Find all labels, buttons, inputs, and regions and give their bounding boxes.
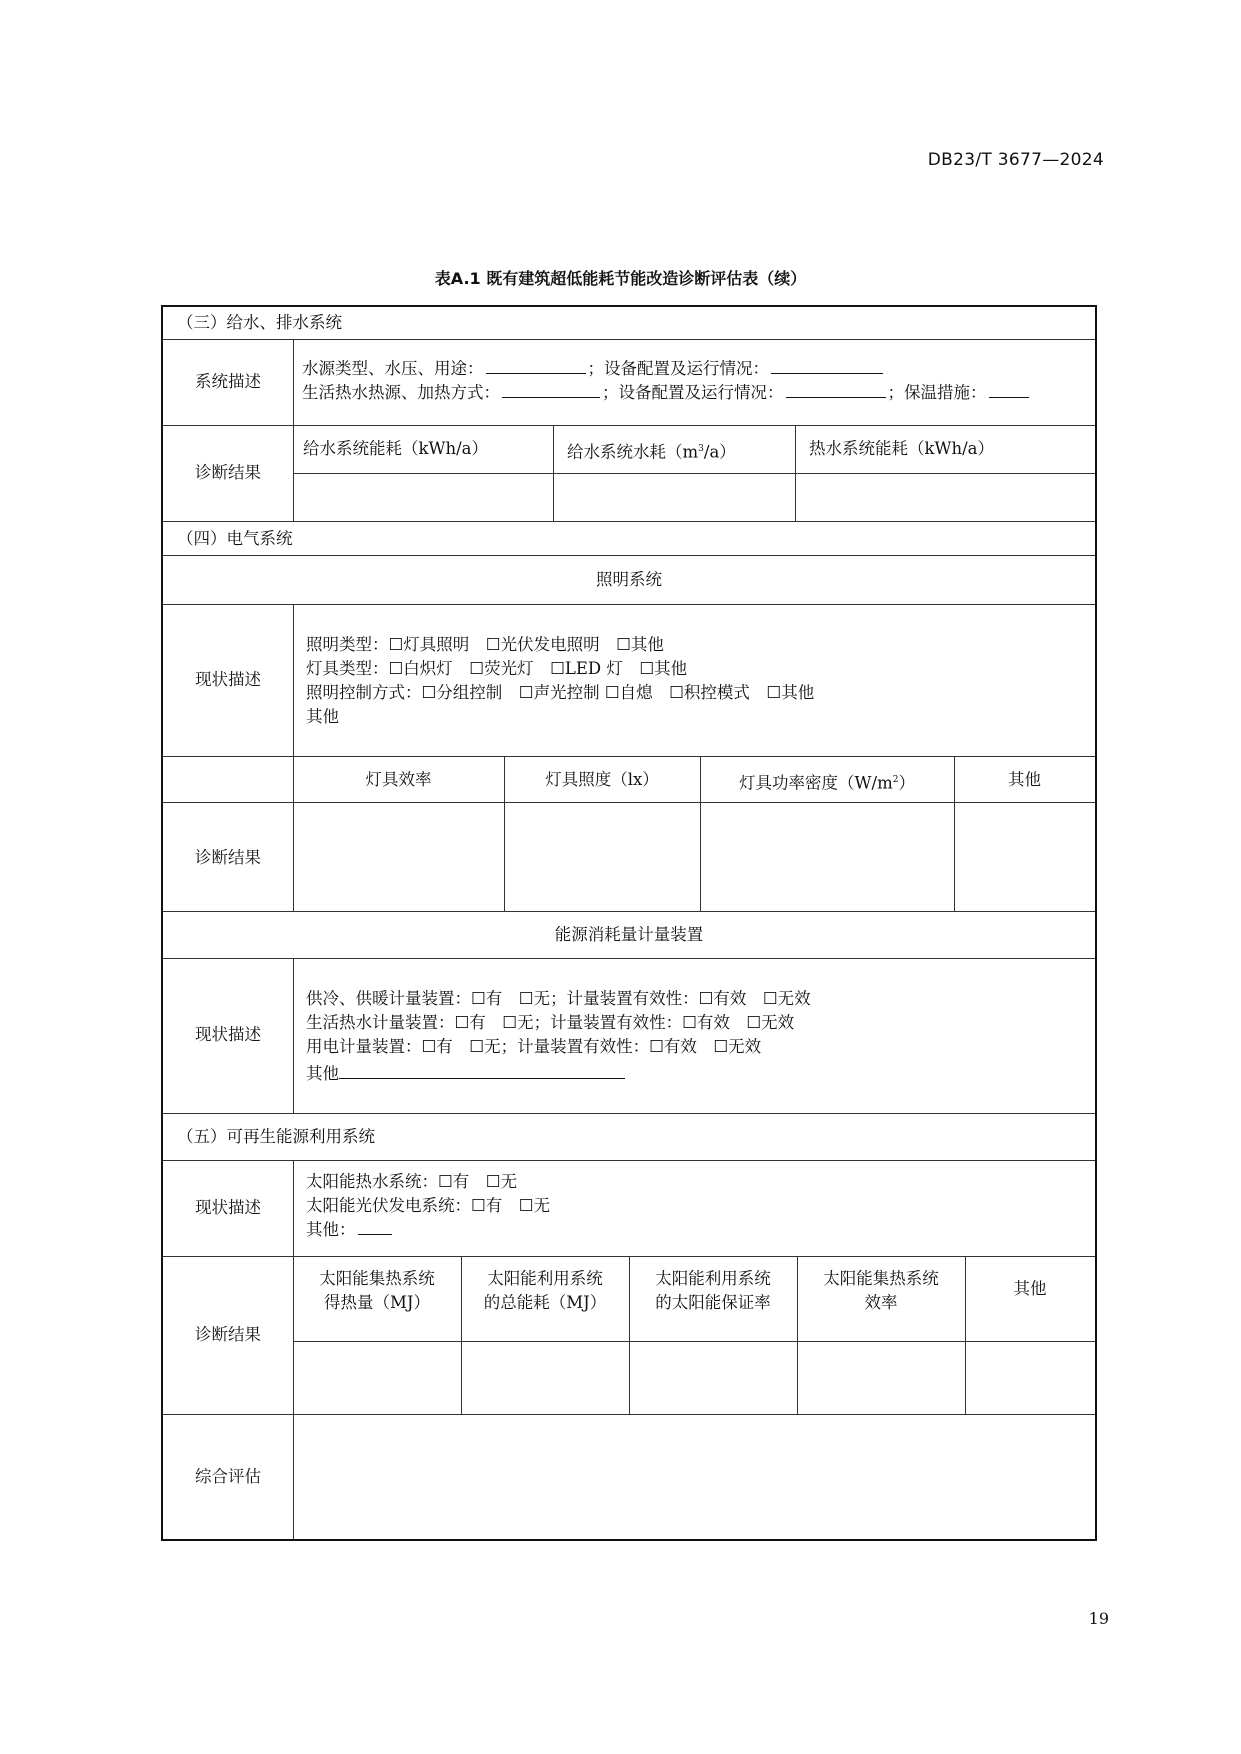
lighting-col-other: 其他 <box>1008 770 1041 789</box>
row-divider <box>163 1113 1095 1114</box>
lighting-line: 照明类型：☐灯具照明 ☐光伏发电照明 ☐其他 <box>306 635 664 654</box>
overall-label: 综合评估 <box>195 1467 261 1486</box>
water-col-energy: 给水系统能耗（kWh/a） <box>303 439 488 458</box>
row-divider <box>163 958 1095 959</box>
water-desc-label: 系统描述 <box>195 372 261 391</box>
blank-field[interactable] <box>486 358 586 374</box>
section-electric: （四）电气系统 <box>177 529 293 548</box>
lighting-col-power-density: 灯具功率密度$(W/m^2)$ <box>739 773 915 793</box>
table-title: 表A.1 既有建筑超低能耗节能改造诊断评估表（续） <box>434 269 807 288</box>
lighting-col-illuminance: 灯具照度（lx） <box>545 770 659 789</box>
meter-line: 生活热水计量装置：☐有 ☐无；计量装置有效性：☐有效 ☐无效 <box>306 1013 795 1032</box>
document-code: DB23/T 3677—2024 <box>927 150 1104 170</box>
renewable-col-total-energy: 太阳能利用系统 的总能耗（MJ） <box>483 1269 607 1312</box>
lighting-result-label: 诊断结果 <box>195 848 261 867</box>
col-divider <box>795 425 796 521</box>
row-divider <box>163 802 1095 803</box>
section-water: （三）给水、排水系统 <box>177 313 342 332</box>
row-divider <box>293 473 1095 474</box>
renewable-status-label: 现状描述 <box>195 1198 261 1217</box>
blank-field[interactable] <box>502 382 600 398</box>
col-divider <box>293 1160 294 1539</box>
water-result-label: 诊断结果 <box>195 463 261 482</box>
lighting-line: 照明控制方式：☐分组控制 ☐声光控制 ☐自熄 ☐积控模式 ☐其他 <box>306 683 815 702</box>
renewable-col-efficiency: 太阳能集热系统 效率 <box>823 1269 939 1312</box>
renewable-col-solar-fraction: 太阳能利用系统 的太阳能保证率 <box>655 1269 771 1312</box>
blank-field[interactable] <box>339 1063 625 1079</box>
col-divider <box>293 958 294 1113</box>
row-divider <box>163 521 1095 522</box>
water-desc-line2: 生活热水热源、加热方式： ；设备配置及运行情况： ；保温措施： <box>302 381 1031 405</box>
lighting-title: 照明系统 <box>596 570 662 589</box>
col-divider <box>293 604 294 911</box>
renewable-other-line: 其他： <box>306 1218 394 1242</box>
meter-title: 能源消耗量计量装置 <box>554 925 704 944</box>
blank-field[interactable] <box>989 382 1029 398</box>
row-divider <box>163 425 1095 426</box>
renewable-line: 太阳能热水系统：☐有 ☐无 <box>306 1172 518 1191</box>
section-renewable: （五）可再生能源利用系统 <box>177 1127 375 1146</box>
meter-line: 供冷、供暖计量装置：☐有 ☐无；计量装置有效性：☐有效 ☐无效 <box>306 989 811 1008</box>
lighting-status-label: 现状描述 <box>195 670 261 689</box>
renewable-line: 太阳能光伏发电系统：☐有 ☐无 <box>306 1196 551 1215</box>
row-divider <box>163 756 1095 757</box>
row-divider <box>163 1160 1095 1161</box>
lighting-line: 其他 <box>306 707 339 726</box>
renewable-col-heat-gain: 太阳能集热系统 得热量（MJ） <box>319 1269 435 1312</box>
assessment-table <box>161 305 1097 1541</box>
water-col-hot-energy: 热水系统能耗（kWh/a） <box>809 439 994 458</box>
row-divider <box>163 604 1095 605</box>
blank-field[interactable] <box>771 358 883 374</box>
row-divider <box>163 1414 1095 1415</box>
lighting-col-efficiency: 灯具效率 <box>365 770 432 789</box>
meter-line: 用电计量装置：☐有 ☐无；计量装置有效性：☐有效 ☐无效 <box>306 1037 762 1056</box>
meter-other-line: 其他 <box>306 1062 627 1086</box>
row-divider <box>163 555 1095 556</box>
row-divider <box>163 911 1095 912</box>
page-number: 19 <box>1088 1609 1109 1628</box>
water-desc-line1: 水源类型、水压、用途： ；设备配置及运行情况： <box>302 357 885 381</box>
renewable-col-other: 其他 <box>1013 1279 1047 1298</box>
row-divider <box>163 339 1095 340</box>
col-divider <box>293 339 294 521</box>
blank-field[interactable] <box>786 382 886 398</box>
lighting-line: 灯具类型：☐白炽灯 ☐荧光灯 ☐LED 灯 ☐其他 <box>306 659 688 678</box>
blank-field[interactable] <box>358 1219 392 1235</box>
meter-status-label: 现状描述 <box>195 1025 261 1044</box>
water-col-usage: 给水系统水耗$(m^3/a)$ <box>567 442 736 462</box>
renewable-result-label: 诊断结果 <box>195 1325 261 1344</box>
col-divider <box>553 425 554 521</box>
row-divider <box>293 1341 1095 1342</box>
